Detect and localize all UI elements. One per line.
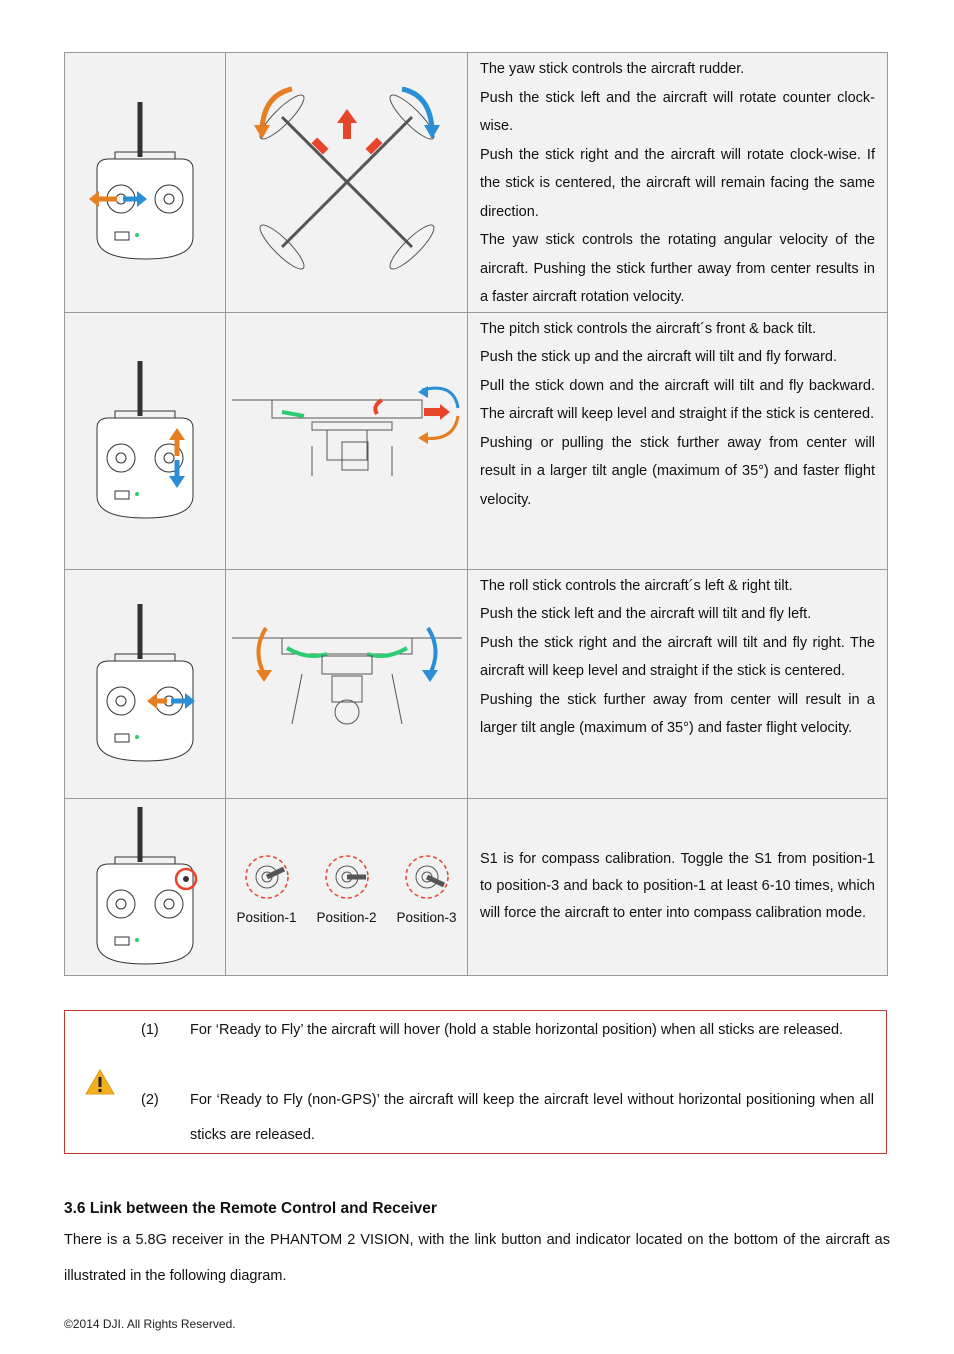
copyright-footer: ©2014 DJI. All Rights Reserved. — [64, 1317, 236, 1331]
s1-position-2 — [314, 854, 380, 925]
yaw-description-cell — [468, 53, 888, 313]
section-paragraph: There is a 5.8G receiver in the PHANTOM 2 VISION, with the link button and indicator located on the bottom of the aircraft as illustrated in the following diagram. — [64, 1232, 890, 1284]
switch-position-3-icon — [404, 854, 450, 900]
roll-text-1: The roll stick controls the aircraft´s left & right tilt. — [480, 577, 793, 594]
roll-text-2: Push the stick left and the aircraft will tilt and fly left. — [480, 606, 812, 622]
remote-controller-s1-illustration — [85, 802, 205, 972]
roll-description — [468, 570, 887, 743]
switch-position-1-icon — [244, 854, 290, 900]
warning-note-box — [64, 1010, 887, 1154]
s1-position-1 — [234, 854, 300, 925]
warning-triangle-icon — [85, 1069, 115, 1095]
remote-controller-yaw-illustration — [85, 97, 205, 267]
yaw-row — [65, 53, 888, 313]
yaw-text-2: Push the stick left and the aircraft will rotate counter clock-wise. — [480, 89, 875, 134]
section-heading: 3.6 Link between the Remote Control and Receiver — [64, 1200, 437, 1217]
yaw-remote-cell — [65, 53, 226, 313]
pitch-text-3: Pull the stick down and the aircraft will tilt and fly backward. The aircraft will keep level and straight if the stick is centered. — [480, 377, 875, 422]
aircraft-top-view-rotation-illustration — [242, 77, 452, 287]
aircraft-front-view-roll-illustration — [232, 624, 462, 744]
s1-switch-row — [65, 798, 888, 975]
roll-aircraft-cell — [226, 569, 468, 798]
yaw-description — [468, 53, 887, 312]
position-1-label: Position-1 — [236, 910, 297, 925]
roll-text-3: Push the stick right and the aircraft will tilt and fly right. The aircraft will keep level and straight if the stick is centered. — [480, 634, 875, 679]
switch-position-2-icon — [324, 854, 370, 900]
yaw-aircraft-cell — [226, 53, 468, 313]
roll-description-cell — [468, 569, 888, 798]
yaw-text-1: The yaw stick controls the aircraft rudder. — [480, 61, 745, 77]
pitch-text-2: Push the stick up and the aircraft will tilt and fly forward. — [480, 349, 838, 365]
yaw-text-3: Push the stick right and the aircraft will rotate clock-wise. If the stick is centered, the aircraft will remain facing the same direction. — [480, 146, 875, 220]
roll-text-4: Pushing the stick further away from center will result in a larger tilt angle (maximum of 35°) and faster flight velocity. — [480, 691, 875, 736]
position-3-label: Position-3 — [396, 910, 457, 925]
position-2-label: Position-2 — [316, 910, 377, 925]
stick-control-table — [64, 52, 888, 976]
s1-remote-cell — [65, 798, 226, 975]
s1-positions-cell — [226, 798, 468, 975]
s1-positions — [226, 848, 467, 925]
remote-controller-roll-illustration — [85, 599, 205, 769]
roll-row — [65, 569, 888, 798]
pitch-text-4: Pushing or pulling the stick further away from center will result in a larger tilt angle (maximum of 35°) and faster flight velocity. — [480, 434, 875, 508]
s1-description — [468, 846, 887, 927]
aircraft-side-view-pitch-illustration — [232, 386, 462, 496]
note-item-2 — [141, 1083, 874, 1153]
note-1-number: (1) — [141, 1022, 159, 1038]
s1-description-cell — [468, 798, 888, 975]
pitch-remote-cell — [65, 312, 226, 569]
note-1-text: For ‘Ready to Fly’ the aircraft will hover (hold a stable horizontal position) when all sticks are released. — [190, 1022, 844, 1038]
note-2-number: (2) — [141, 1092, 159, 1108]
note-2-text: For ‘Ready to Fly (non-GPS)’ the aircraft will keep the aircraft level without horizontal positioning when all sticks are released. — [190, 1092, 874, 1143]
pitch-row — [65, 312, 888, 569]
roll-remote-cell — [65, 569, 226, 798]
pitch-description — [468, 313, 887, 515]
note-item-1 — [141, 1013, 874, 1048]
s1-position-3 — [394, 854, 460, 925]
remote-controller-pitch-illustration — [85, 356, 205, 526]
yaw-text-4: The yaw stick controls the rotating angular velocity of the aircraft. Pushing the stick further away from center results in a faster aircraft rotation velocity. — [480, 232, 875, 305]
pitch-text-1: The pitch stick controls the aircraft´s front & back tilt. — [480, 320, 817, 337]
pitch-description-cell — [468, 312, 888, 569]
pitch-aircraft-cell — [226, 312, 468, 569]
s1-text-1: S1 is for compass calibration. Toggle the S1 from position-1 to position-3 and back to position-1 at least 6-10 times, which will force the aircraft to enter into compass calibration mode. — [480, 851, 875, 921]
